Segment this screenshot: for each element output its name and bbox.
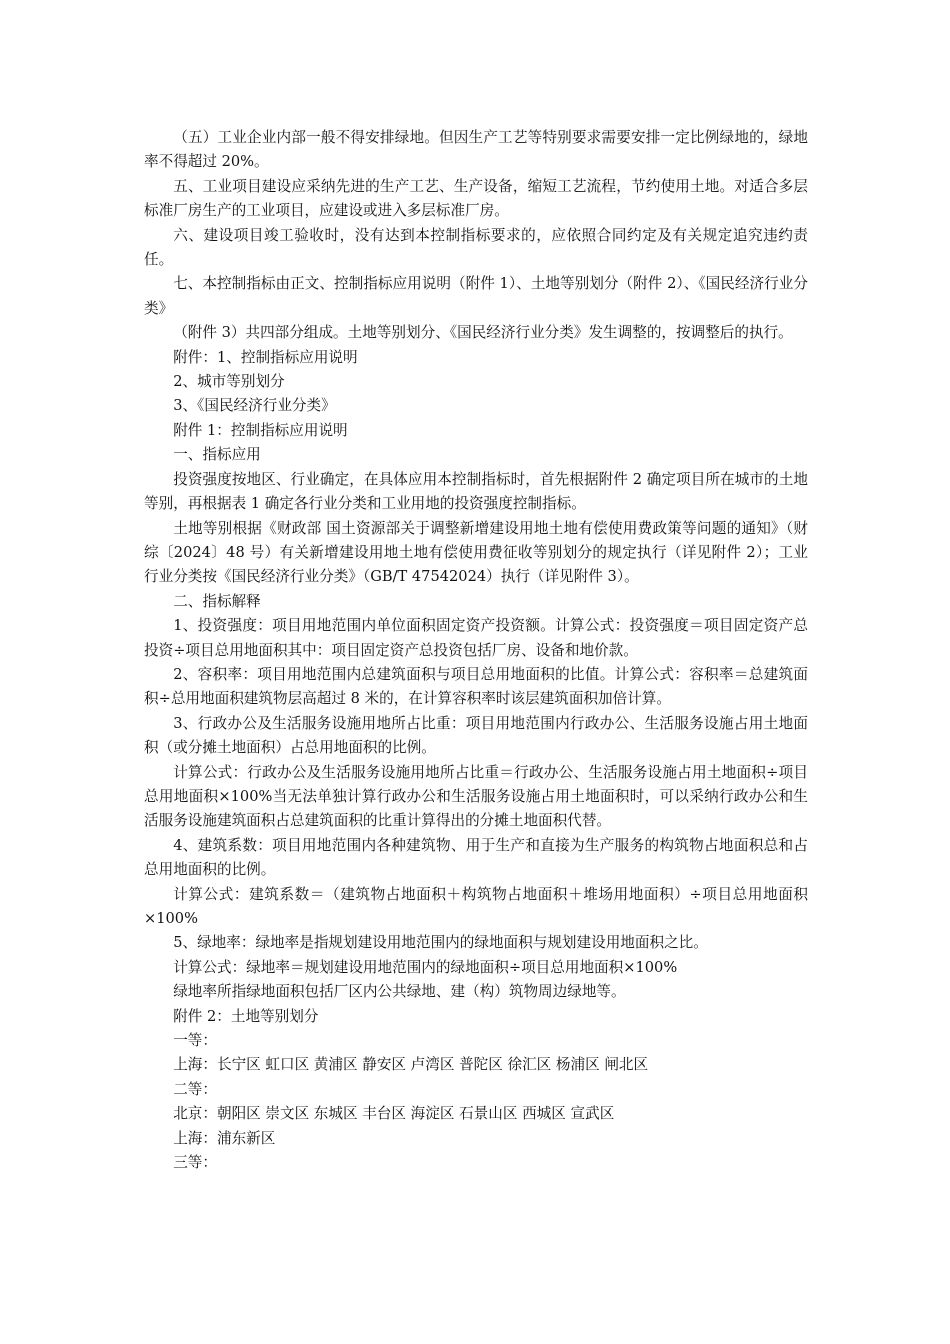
paragraph: 上海：长宁区 虹口区 黄浦区 静安区 卢湾区 普陀区 徐汇区 杨浦区 闸北区 xyxy=(173,1056,649,1074)
paragraph: 六、建设项目竣工验收时，没有达到本控制指标要求的，应依照合同约定及有关规定追究违约责任。 xyxy=(144,226,808,269)
paragraph: 投资强度按地区、行业确定，在具体应用本控制指标时，首先根据附件 2 确定项目所在城市的土地等别，再根据表 1 确定各行业分类和工业用地的投资强度控制指标。 xyxy=(144,470,808,513)
paragraph: 3、行政办公及生活服务设施用地所占比重：项目用地范围内行政办公、生活服务设施占用土地面积（或分摊土地面积）占总用地面积的比例。 xyxy=(144,714,808,757)
paragraph: 三等： xyxy=(173,1154,217,1172)
paragraph: 1、投资强度：项目用地范围内单位面积固定资产投资额。计算公式：投资强度＝项目固定资产总投资÷项目总用地面积其中：项目固定资产总投资包括厂房、设备和地价款。 xyxy=(144,617,808,659)
paragraph: 二、指标解释 xyxy=(173,592,261,610)
paragraph: 3、《国民经济行业分类》 xyxy=(173,397,336,415)
paragraph: 一等： xyxy=(173,1032,217,1050)
paragraph: （五）工业企业内部一般不得安排绿地。但因生产工艺等特别要求需要安排一定比例绿地的，绿地率不得超过 20%。 xyxy=(144,129,808,171)
paragraph: 计算公式：建筑系数＝（建筑物占地面积＋构筑物占地面积＋堆场用地面积）÷项目总用地面积×100% xyxy=(144,885,808,927)
paragraph: （附件 3）共四部分组成。土地等别划分、《国民经济行业分类》发生调整的，按调整后的执行。 xyxy=(173,324,793,342)
paragraph: 绿地率所指绿地面积包括厂区内公共绿地、建（构）筑物周边绿地等。 xyxy=(173,983,626,1001)
paragraph: 上海：浦东新区 xyxy=(173,1129,276,1147)
paragraph: 2、容积率：项目用地范围内总建筑面积与项目总用地面积的比值。计算公式：容积率＝总建筑面积÷总用地面积建筑物层高超过 8 米的，在计算容积率时该层建筑面积加倍计算。 xyxy=(144,665,808,708)
paragraph: 土地等别根据《财政部 国土资源部关于调整新增建设用地土地有偿使用费政策等问题的通知》（财综〔2024〕48 号）有关新增建设用地土地有偿使用费征收等别划分的规定执行（详见附件 2）；工业行业分类按《国民经济行业分类》（GB/T 47542024）执行（详见附件 3）。 xyxy=(144,519,808,586)
paragraph: 七、本控制指标由正文、控制指标应用说明（附件 1）、土地等别划分（附件 2）、《国民经济行业分类》 xyxy=(144,275,808,317)
paragraph: 北京：朝阳区 崇文区 东城区 丰台区 海淀区 石景山区 西城区 宣武区 xyxy=(173,1105,615,1123)
paragraph: 附件 1：控制指标应用说明 xyxy=(173,421,348,439)
paragraph: 计算公式：绿地率＝规划建设用地范围内的绿地面积÷项目总用地面积×100% xyxy=(173,958,678,976)
paragraph: 二等： xyxy=(173,1080,217,1098)
paragraph: 2、城市等别划分 xyxy=(173,373,285,391)
paragraph: 4、建筑系数：项目用地范围内各种建筑物、用于生产和直接为生产服务的构筑物占地面积总和占总用地面积的比例。 xyxy=(144,836,808,879)
document-body xyxy=(144,126,808,1175)
paragraph: 一、指标应用 xyxy=(173,446,261,464)
paragraph: 附件：1、控制指标应用说明 xyxy=(173,348,358,366)
paragraph: 五、工业项目建设应采纳先进的生产工艺、生产设备，缩短工艺流程，节约使用土地。对适合多层标准厂房生产的工业项目，应建设或进入多层标准厂房。 xyxy=(144,177,808,220)
paragraph: 附件 2：土地等别划分 xyxy=(173,1007,319,1025)
paragraph: 计算公式：行政办公及生活服务设施用地所占比重＝行政办公、生活服务设施占用土地面积÷项目总用地面积×100%当无法单独计算行政办公和生活服务设施占用土地面积时，可以采纳行政办公和生活服务设施建筑面积占总建筑面积的比重计算得出的分摊土地面积代替。 xyxy=(144,763,808,830)
paragraph: 5、绿地率：绿地率是指规划建设用地范围内的绿地面积与规划建设用地面积之比。 xyxy=(173,934,708,952)
